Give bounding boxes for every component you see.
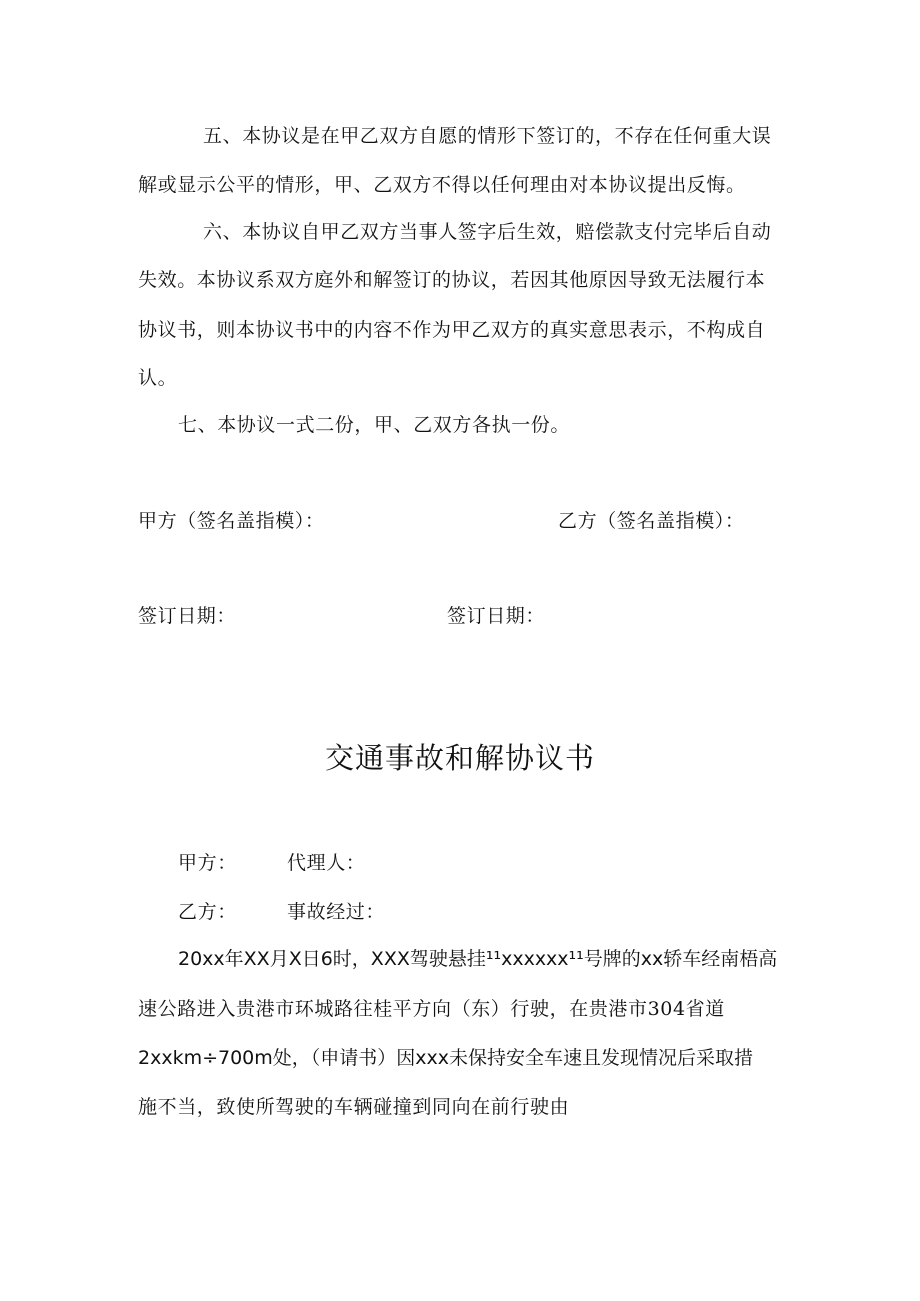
clause-six-line-2: 失效。本协议系双方庭外和解签订的协议，若因其他原因导致无法履行本: [138, 269, 766, 291]
party-a-label: 甲方：: [178, 852, 237, 874]
party-a-signature-label: 甲方（签名盖指模）：: [138, 510, 325, 532]
accident-process-label: 事故经过：: [287, 901, 386, 923]
narrative-line-1: 20xx年XX月X日6时，XXX驾驶悬挂¹¹xxxxxx¹¹号牌的xx轿车经南梧高: [178, 948, 778, 970]
clause-six-line-4: 认。: [138, 367, 178, 389]
agreement-title: 交通事故和解协议书: [324, 741, 595, 775]
party-b-date-label: 签订日期：: [447, 605, 546, 627]
narrative-line-2: 速公路进入贵港市环城路往桂平方向（东）行驶，在贵港市304省道: [138, 998, 725, 1020]
clause-six-line-1: 六、本协议自甲乙双方当事人签字后生效，赔偿款支付完毕后自动: [203, 221, 772, 243]
clause-seven-line-1: 七、本协议一式二份，甲、乙双方各执一份。: [178, 414, 571, 436]
party-b-signature-label: 乙方（签名盖指模）：: [558, 510, 745, 532]
clause-six-line-3: 协议书，则本协议书中的内容不作为甲乙双方的真实意思表示，不构成自: [138, 319, 766, 341]
agent-label: 代理人：: [287, 852, 366, 874]
narrative-line-3: 2xxkm÷700m处，（申请书）因xxx未保持安全车速且发现情况后采取措: [138, 1047, 754, 1069]
party-b-label: 乙方：: [178, 901, 237, 923]
narrative-line-4: 施不当，致使所驾驶的车辆碰撞到同向在前行驶由: [138, 1096, 570, 1118]
party-a-date-label: 签订日期：: [138, 605, 237, 627]
clause-five-line-2: 解或显示公平的情形，甲、乙双方不得以任何理由对本协议提出反悔。: [138, 174, 746, 196]
clause-five-line-1: 五、本协议是在甲乙双方自愿的情形下签订的，不存在任何重大误: [203, 125, 772, 147]
